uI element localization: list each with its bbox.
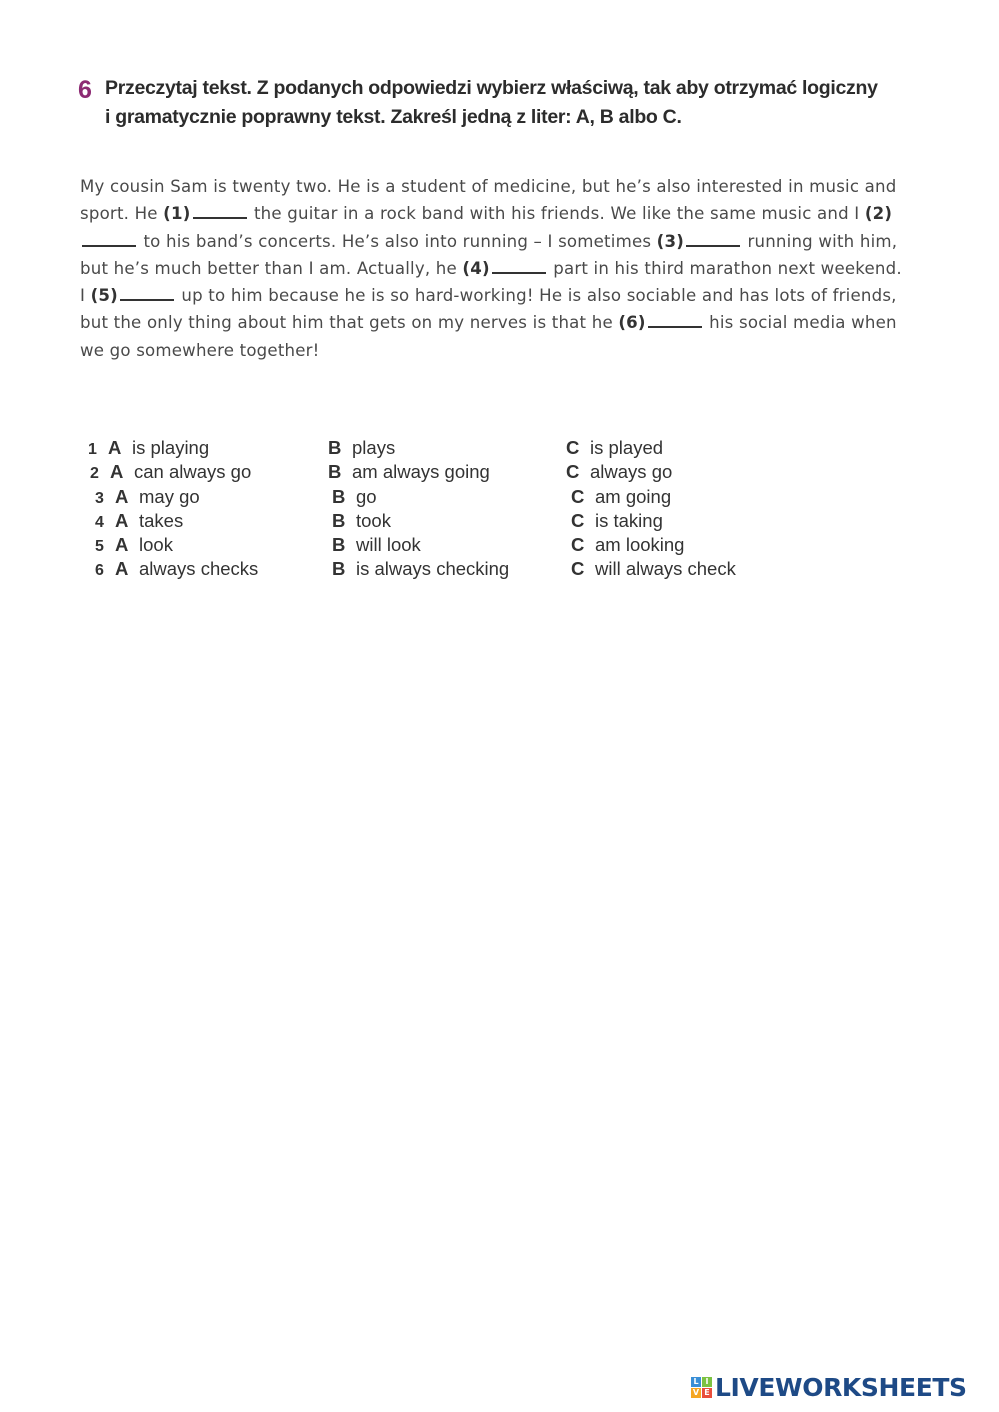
option-letter: A: [115, 558, 129, 580]
option-b[interactable]: [332, 485, 377, 509]
option-text: took: [356, 509, 391, 531]
option-b[interactable]: [328, 460, 490, 484]
option-text: always checks: [139, 558, 259, 580]
question-number: 6: [95, 562, 104, 580]
option-a[interactable]: [95, 485, 200, 511]
option-text: plays: [352, 437, 396, 458]
logo-mark-icon: [691, 1377, 712, 1398]
option-text: may go: [139, 485, 200, 507]
option-text: always go: [590, 461, 673, 483]
option-c[interactable]: [571, 557, 736, 581]
question-number: 1: [88, 441, 97, 458]
option-a[interactable]: [95, 509, 183, 535]
option-a[interactable]: [90, 460, 251, 486]
option-text: look: [139, 534, 173, 556]
option-text: will look: [356, 534, 421, 556]
option-letter: B: [328, 461, 342, 483]
option-text: am looking: [595, 534, 685, 556]
answer-blank-1[interactable]: [193, 203, 247, 219]
gap-number-2: (2): [864, 204, 893, 224]
option-text: is always checking: [356, 558, 510, 580]
instruction-line-1: Przeczytaj tekst. Z podanych odpowiedzi wybierz właściwą, tak aby otrzymać logiczny: [105, 77, 878, 99]
answer-blank-4[interactable]: [492, 258, 546, 274]
option-letter: A: [108, 437, 122, 458]
liveworksheets-logo[interactable]: [691, 1373, 967, 1402]
passage-text: running with him, but he’s much better than I am. Actually, he: [80, 231, 898, 278]
question-number: 2: [90, 465, 99, 483]
option-letter: C: [571, 558, 585, 580]
option-c[interactable]: [566, 460, 672, 484]
answer-options: [88, 436, 808, 582]
answer-blank-2[interactable]: [82, 231, 136, 247]
option-row-5: [88, 533, 808, 557]
option-letter: C: [571, 485, 585, 507]
option-letter: A: [115, 534, 129, 556]
passage-text: up to him because he is so hard-working! He is also sociable and has lots of friends, but the only thing about him that gets on my nerves is that he: [80, 286, 897, 333]
option-text: can always go: [134, 461, 252, 483]
option-row-4: [88, 509, 808, 533]
option-text: will always check: [595, 558, 736, 580]
option-a[interactable]: [95, 533, 173, 559]
gap-number-3: (3): [656, 231, 684, 251]
option-a[interactable]: [95, 557, 258, 583]
instruction-line-2: i gramatycznie poprawny tekst. Zakreśl jedną z liter: A, B albo C.: [105, 106, 682, 128]
option-letter: B: [332, 534, 346, 556]
question-number: 3: [95, 489, 104, 507]
option-text: go: [356, 485, 377, 507]
option-row-1: [88, 436, 808, 460]
option-letter: C: [571, 509, 585, 531]
logo-square: L: [691, 1377, 701, 1387]
question-number: 4: [95, 513, 104, 531]
option-letter: B: [332, 485, 346, 507]
answer-blank-6[interactable]: [648, 312, 702, 328]
option-row-3: [88, 485, 808, 509]
passage-text: his social media when we go somewhere together!: [80, 313, 897, 360]
gap-number-1: (1): [163, 204, 191, 224]
option-b[interactable]: [328, 436, 395, 460]
gap-number-4: (4): [462, 258, 490, 278]
option-c[interactable]: [566, 436, 663, 460]
answer-blank-5[interactable]: [120, 285, 174, 301]
gap-number-6: (6): [618, 313, 646, 333]
option-a[interactable]: [88, 436, 209, 462]
option-letter: A: [110, 461, 124, 483]
option-text: is played: [590, 437, 664, 458]
logo-square: V: [692, 1388, 700, 1397]
option-b[interactable]: [332, 509, 391, 533]
option-letter: C: [566, 461, 580, 483]
reading-passage: [80, 173, 910, 364]
passage-text: My cousin Sam is twenty two. He is a student of medicine, but he’s also interested in music and sport. He: [80, 177, 897, 224]
option-c[interactable]: [571, 533, 684, 557]
task-header: [78, 74, 938, 132]
option-text: takes: [139, 509, 184, 531]
logo-text: LIVEWORKSHEETS: [715, 1373, 967, 1402]
option-text: is playing: [132, 437, 210, 458]
option-b[interactable]: [332, 533, 421, 557]
option-letter: B: [332, 558, 346, 580]
option-letter: A: [115, 509, 129, 531]
option-letter: C: [571, 534, 585, 556]
option-row-6: [88, 557, 808, 581]
option-row-2: [88, 460, 808, 484]
passage-text: part in his third marathon next weekend. I: [80, 258, 902, 306]
passage-text: the guitar in a rock band with his friends. We like the same music and I: [248, 204, 865, 224]
logo-square: E: [702, 1388, 712, 1398]
task-number: 6: [78, 76, 92, 104]
option-letter: A: [115, 485, 129, 507]
option-letter: C: [566, 437, 580, 458]
option-text: am going: [595, 485, 672, 507]
option-text: am always going: [352, 461, 490, 483]
question-number: 5: [95, 538, 104, 556]
option-b[interactable]: [332, 557, 509, 581]
passage-text: to his band’s concerts. He’s also into running – I sometimes: [138, 231, 657, 251]
option-c[interactable]: [571, 509, 663, 533]
answer-blank-3[interactable]: [686, 231, 740, 247]
option-letter: B: [332, 509, 346, 531]
logo-square: I: [702, 1377, 712, 1387]
option-text: is taking: [595, 509, 663, 531]
task-instruction: [105, 74, 938, 132]
option-c[interactable]: [571, 485, 671, 509]
gap-number-5: (5): [90, 286, 118, 306]
option-letter: B: [328, 437, 342, 458]
